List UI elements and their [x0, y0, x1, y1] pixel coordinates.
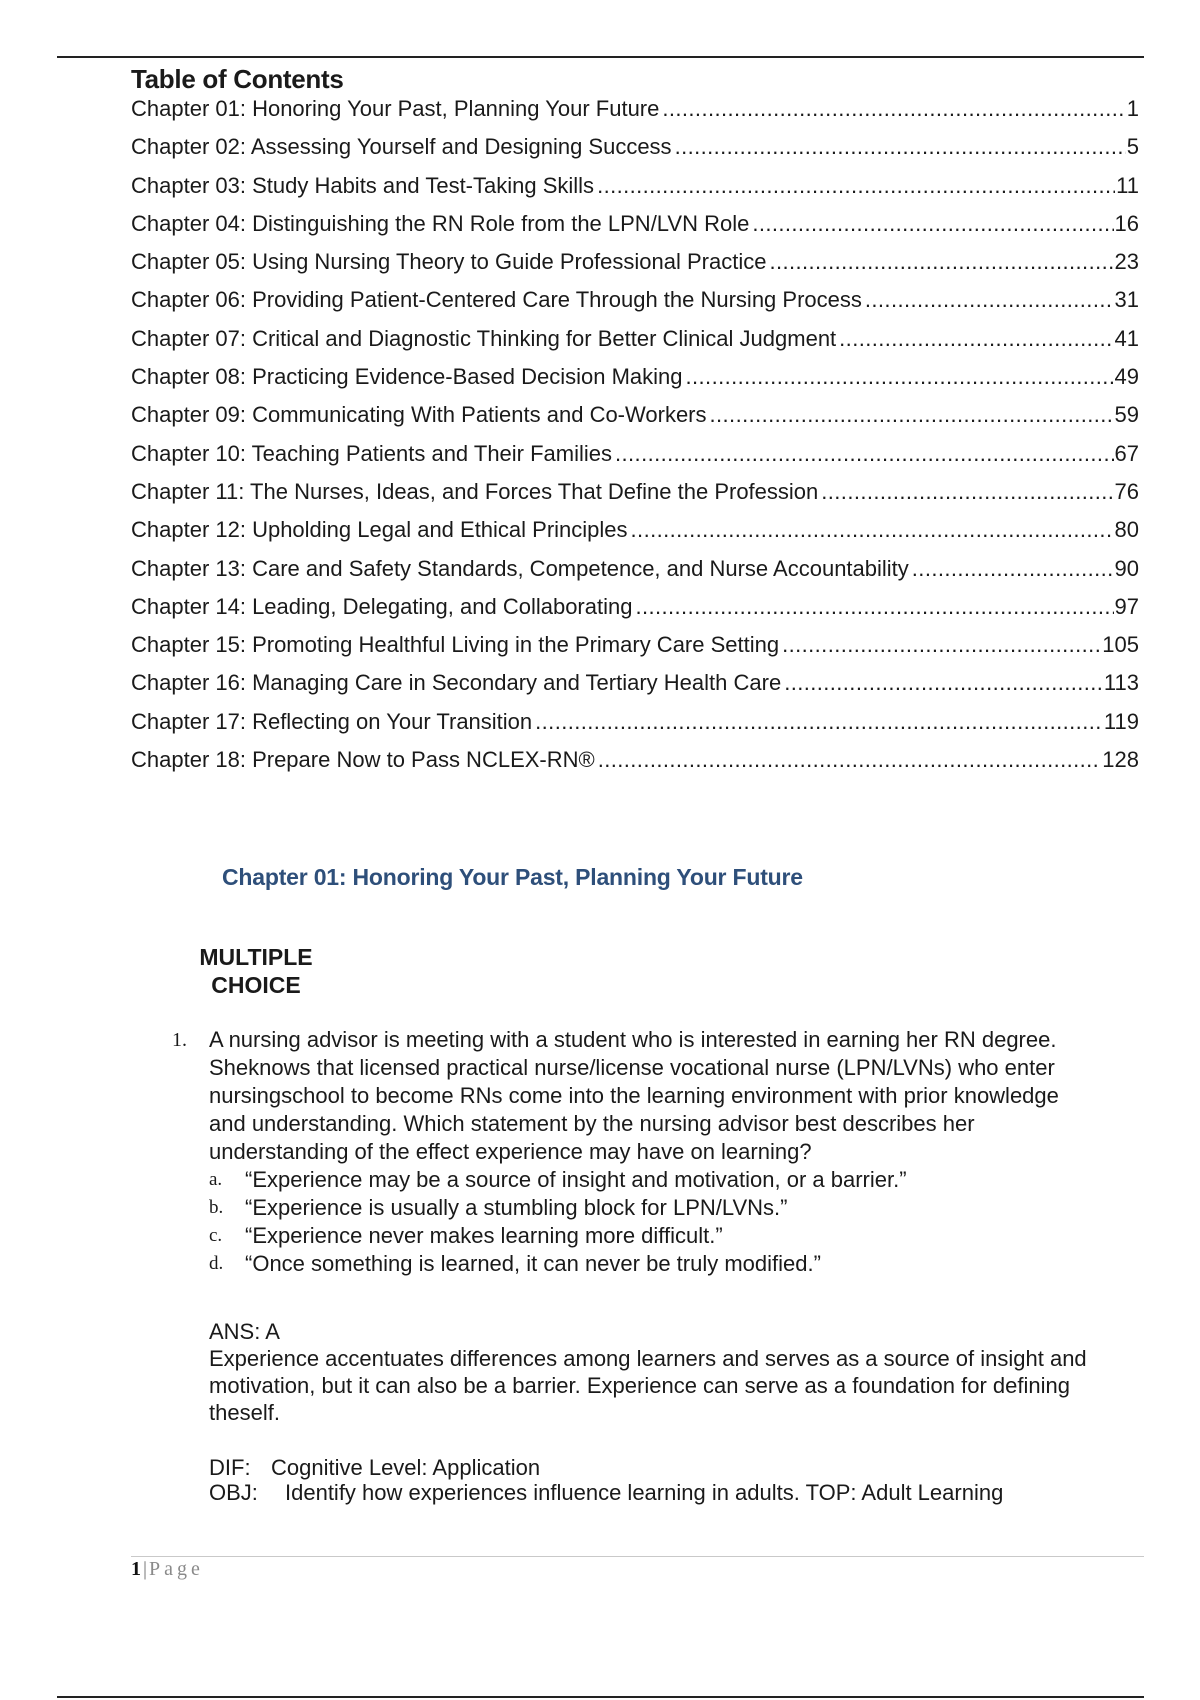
toc-dot-leader [597, 173, 1115, 199]
bottom-rule [57, 1696, 1144, 1698]
choice-a [172, 1166, 1092, 1194]
choice-d [172, 1250, 1092, 1278]
toc-dot-leader [675, 134, 1126, 160]
choice-letter: c. [209, 1225, 223, 1246]
choice-letter: d. [209, 1253, 224, 1274]
toc-entry-page: 49 [1114, 364, 1139, 390]
toc-entry-label: Chapter 13: Care and Safety Standards, Competence, and Nurse Accountability [131, 555, 909, 581]
toc-entry-label: Chapter 03: Study Habits and Test-Taking Skills [131, 172, 595, 198]
toc-dot-leader [710, 402, 1114, 428]
toc-entry-page: 16 [1114, 210, 1139, 236]
toc-entry[interactable] [131, 173, 1139, 211]
obj-value: Identify how experiences influence learning in adults. TOP: Adult Learning [285, 1480, 1004, 1505]
toc-entry[interactable] [131, 326, 1139, 364]
toc-entry-label: Chapter 05: Using Nursing Theory to Guide Professional Practice [131, 249, 767, 275]
toc-entry-label: Chapter 09: Communicating With Patients and Co-Workers [131, 402, 707, 428]
toc-entry-label: Chapter 06: Providing Patient-Centered Care Through the Nursing Process [131, 287, 862, 313]
toc-dot-leader [839, 326, 1113, 352]
choice-letter: a. [209, 1169, 223, 1190]
toc-entry[interactable] [131, 287, 1139, 325]
choice-c [172, 1222, 1092, 1250]
toc-entry-page: 41 [1114, 325, 1139, 351]
answer-block [209, 1318, 1089, 1426]
choice-letter: b. [209, 1197, 224, 1218]
toc-entry-page: 90 [1114, 555, 1139, 581]
toc-dot-leader [752, 211, 1113, 237]
toc-entry[interactable] [131, 594, 1139, 632]
toc-entry-label: Chapter 17: Reflecting on Your Transition [131, 708, 533, 734]
toc-entry-label: Chapter 15: Promoting Healthful Living in the Primary Care Setting [131, 632, 780, 658]
toc-entry-page: 31 [1114, 287, 1139, 313]
choice-b [172, 1194, 1092, 1222]
page-number: 1 [131, 1558, 141, 1580]
toc-entry-label: Chapter 07: Critical and Diagnostic Thinking for Better Clinical Judgment [131, 325, 837, 351]
toc-dot-leader [635, 594, 1113, 620]
toc-entry[interactable] [131, 402, 1139, 440]
section-heading [186, 943, 326, 999]
toc-dot-leader [631, 517, 1114, 543]
difficulty-line [209, 1455, 1139, 1480]
toc-entry-page: 113 [1103, 670, 1139, 696]
toc-entry-page: 1 [1126, 96, 1139, 121]
toc-entry-page: 67 [1114, 440, 1139, 466]
toc-entry-page: 105 [1102, 632, 1139, 658]
answer-choices [172, 1166, 1092, 1278]
toc-entry-label: Chapter 02: Assessing Yourself and Designing Success [131, 134, 672, 160]
toc-dot-leader [865, 287, 1114, 313]
toc-entry[interactable] [131, 556, 1139, 594]
section-heading-line2: CHOICE [211, 972, 301, 998]
objective-line [209, 1480, 1139, 1505]
toc-entry[interactable] [131, 479, 1139, 517]
dif-label: DIF: [209, 1455, 251, 1480]
toc-dot-leader [686, 364, 1114, 390]
choice-text: “Experience is usually a stumbling block for LPN/LVNs.” [245, 1195, 788, 1220]
toc-entry-label: Chapter 04: Distinguishing the RN Role from the LPN/LVN Role [131, 210, 750, 236]
toc-entry-page: 5 [1126, 134, 1139, 160]
toc-entry[interactable] [131, 632, 1139, 670]
rationale: Experience accentuates differences among learners and serves as a source of insight and motivation, but it can also be a barrier. Experience can serve as a foundation for defining theself. [209, 1346, 1087, 1425]
toc-entry-label: Chapter 18: Prepare Now to Pass NCLEX-RN® [131, 747, 595, 773]
toc-dot-leader [784, 670, 1103, 696]
toc-list [131, 96, 1139, 785]
toc-dot-leader [821, 479, 1113, 505]
toc-entry-label: Chapter 16: Managing Care in Secondary and Tertiary Health Care [131, 670, 782, 696]
toc-entry[interactable] [131, 747, 1139, 785]
toc-entry-label: Chapter 08: Practicing Evidence-Based Decision Making [131, 364, 683, 390]
page-footer [131, 1558, 204, 1581]
toc-entry[interactable] [131, 249, 1139, 287]
table-of-contents [131, 64, 1139, 785]
toc-entry-label: Chapter 11: The Nurses, Ideas, and Forces That Define the Profession [131, 478, 819, 504]
toc-entry-page: 59 [1114, 402, 1139, 428]
toc-entry-label: Chapter 12: Upholding Legal and Ethical Principles [131, 517, 628, 543]
chapter-heading: Chapter 01: Honoring Your Past, Planning Your Future [222, 864, 803, 890]
answer-key: ANS: A [209, 1319, 280, 1344]
toc-dot-leader [769, 249, 1113, 275]
toc-entry-page: 97 [1114, 593, 1139, 619]
dif-value: Cognitive Level: Application [271, 1455, 541, 1480]
footer-separator: | [143, 1558, 148, 1580]
toc-entry[interactable] [131, 709, 1139, 747]
toc-entry-page: 128 [1102, 747, 1139, 773]
toc-entry[interactable] [131, 364, 1139, 402]
toc-dot-leader [912, 556, 1114, 582]
choice-text: “Experience never makes learning more difficult.” [245, 1223, 723, 1248]
footer-rule [131, 1556, 1144, 1557]
toc-entry-page: 119 [1103, 708, 1139, 734]
choice-text: “Once something is learned, it can never be truly modified.” [245, 1251, 821, 1276]
toc-entry-page: 11 [1116, 172, 1139, 198]
toc-entry[interactable] [131, 211, 1139, 249]
question-text: A nursing advisor is meeting with a student who is interested in earning her RN degree. Sheknows that licensed practical nurse/license vocational nurse (LPN/LVNs) who enter nursingschool to become RNs come into the learning environment with prior knowledge and understanding. Which statement by the nursing advisor best describes her understanding of the effect experience may have on learning? [209, 1027, 1059, 1164]
obj-label: OBJ: [209, 1480, 258, 1505]
toc-entry[interactable] [131, 517, 1139, 555]
toc-entry-page: 23 [1114, 249, 1139, 275]
toc-dot-leader [535, 709, 1103, 735]
page-word: Page [149, 1558, 204, 1580]
toc-entry-label: Chapter 01: Honoring Your Past, Planning Your Future [131, 96, 660, 121]
toc-title: Table of Contents [131, 64, 344, 94]
toc-dot-leader [662, 96, 1125, 122]
question-metadata [209, 1455, 1139, 1505]
top-rule [57, 56, 1144, 58]
toc-entry-page: 80 [1114, 517, 1139, 543]
toc-entry-page: 76 [1114, 478, 1139, 504]
toc-entry[interactable] [131, 134, 1139, 172]
choice-text: “Experience may be a source of insight and motivation, or a barrier.” [245, 1167, 907, 1192]
question-1 [172, 1026, 1092, 1278]
toc-dot-leader [782, 632, 1101, 658]
toc-entry[interactable] [131, 96, 1139, 134]
question-number: 1. [172, 1029, 187, 1051]
toc-entry-label: Chapter 10: Teaching Patients and Their Families [131, 440, 613, 466]
toc-entry-label: Chapter 14: Leading, Delegating, and Collaborating [131, 593, 633, 619]
toc-entry[interactable] [131, 441, 1139, 479]
toc-entry[interactable] [131, 670, 1139, 708]
section-heading-line1: MULTIPLE [199, 944, 313, 970]
toc-dot-leader [615, 441, 1114, 467]
toc-dot-leader [598, 747, 1102, 773]
